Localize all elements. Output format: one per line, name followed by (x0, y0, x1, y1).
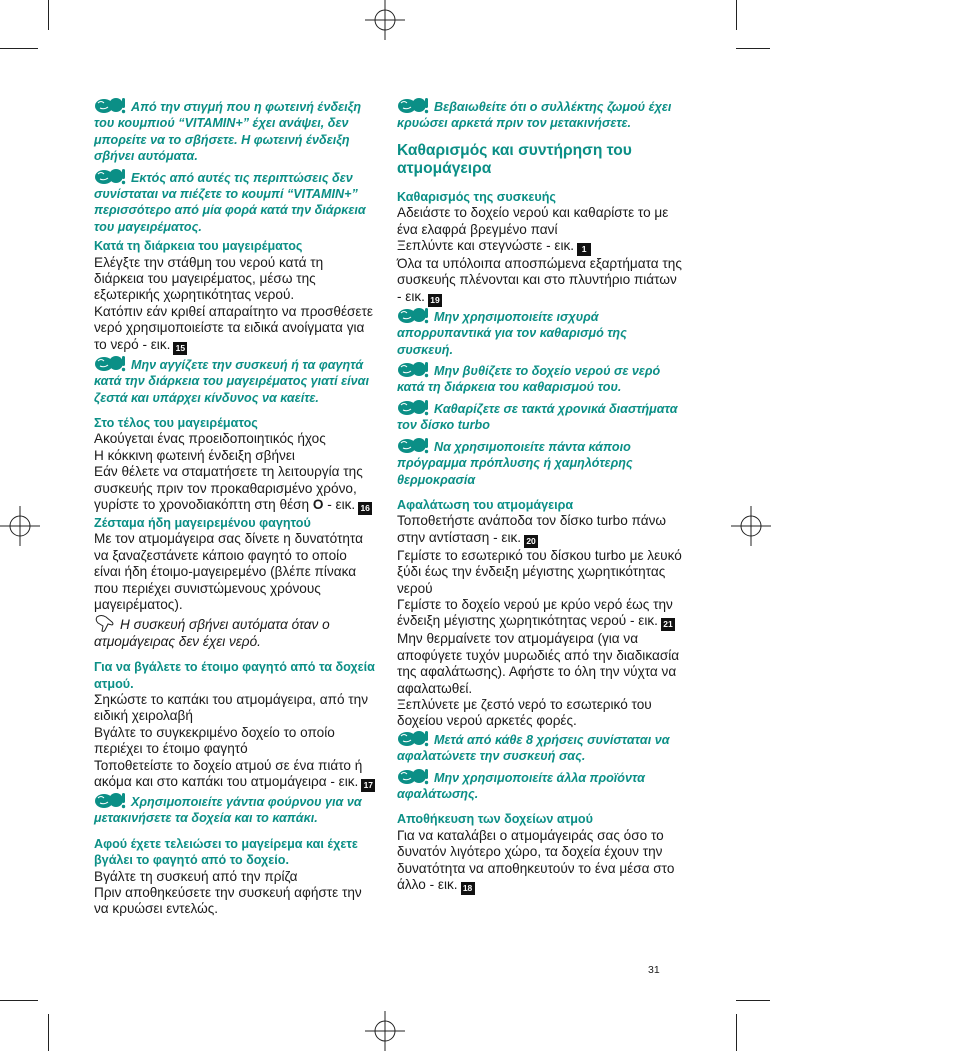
warning-text: Καθαρίζετε σε τακτά χρονικά διαστήματα τον δίσκο turbo (397, 401, 678, 433)
warning-note (397, 437, 682, 488)
body-line (397, 256, 682, 307)
body-line (397, 513, 682, 547)
subheading: Αποθήκευση των δοχείων ατμού (397, 812, 593, 827)
warning-text: Χρησιμοποιείτε γάντια φούρνου για να μετακινήσετε τα δοχεία και το καπάκι. (94, 795, 362, 826)
warning-hands-icon (397, 399, 430, 416)
body-paragraph (94, 869, 376, 918)
warning-note (397, 768, 682, 803)
warning-hands-icon (94, 355, 127, 372)
body-line (397, 238, 682, 256)
figure-reference-badge: 1 (577, 243, 591, 256)
body-paragraph (397, 205, 682, 256)
body-line (94, 448, 376, 464)
registration-mark-icon (365, 1011, 405, 1051)
warning-text: Μετά από κάθε 8 χρήσεις συνίσταται να αφαλατώνετε την συσκευή σας. (397, 732, 670, 764)
warning-note (397, 97, 682, 132)
body-paragraph (397, 256, 682, 307)
body-line (94, 255, 376, 304)
warning-text: Μην αγγίζετε την συσκευή ή τα φαγητά κατά την διάρκεια του μαγειρέματος γιατί είναι ζεστά και υπάρχει κίνδυνος να καείτε. (94, 357, 369, 405)
info-note (94, 613, 376, 650)
body-text: Όλα τα υπόλοιπα αποσπώμενα εξαρτήματα της συσκευής πλένονται και στο πλυντήριο πιάτων - εικ. (397, 256, 682, 304)
warning-text: Από την στιγμή που η φωτεινή ένδειξη του κουμπιού “VITAMIN+” έχει ανάψει, δεν μπορείτε να το σβήσετε. Η φωτεινή ένδειξη σβήνει αυτόματα. (94, 100, 362, 164)
warning-text: Εκτός από αυτές τις περιπτώσεις δεν συνίσταται να πιέζετε το κουμπί “VITAMIN+” περισσότερο από μία φορά κατά την διάρκεια του μαγειρέματος. (94, 170, 366, 234)
note-text: Η συσκευή σβήνει αυτόματα όταν ο ατμομάγειρας δεν έχει νερό. (94, 617, 330, 649)
crop-mark (0, 48, 38, 49)
warning-note (94, 792, 376, 827)
subheading: Αφαλάτωση του ατμομάγειρα (397, 497, 574, 512)
body-line (94, 885, 376, 918)
crop-mark (48, 0, 49, 30)
warning-hands-icon (397, 730, 430, 747)
warning-note (397, 361, 682, 396)
body-line (94, 304, 376, 355)
body-text: Αδειάστε το δοχείο νερού και καθαρίστε το με ένα ελαφρά βρεγμένο πανί (397, 205, 669, 237)
warning-note (397, 307, 682, 358)
figure-reference-badge: 16 (358, 502, 372, 515)
body-paragraph (94, 431, 376, 515)
body-text: Η κόκκινη φωτεινή ένδειξη σβήνει (94, 447, 295, 463)
body-text: Κατόπιν εάν κριθεί απαραίτητο να προσθέσετε νερό χρησιμοποιείστε τα ειδικά ανοίγματα για το νερό - εικ. (94, 303, 373, 352)
registration-mark-icon (0, 506, 40, 546)
registration-mark-icon (731, 506, 771, 546)
figure-reference-badge: 15 (173, 342, 187, 355)
figure-reference-badge: 17 (361, 779, 375, 792)
body-text: Ξεπλύντε και στεγνώστε - εικ. (397, 238, 575, 254)
figure-reference-badge: 21 (661, 618, 675, 631)
warning-text: Μην χρησιμοποιείτε άλλα προϊόντα αφαλάτωσης. (397, 770, 645, 801)
body-line (397, 548, 682, 597)
body-paragraph (94, 255, 376, 355)
warning-hands-icon (94, 97, 127, 114)
body-paragraph (397, 828, 682, 895)
body-paragraph (94, 531, 376, 613)
body-line (397, 205, 682, 238)
body-paragraph (397, 631, 682, 729)
warning-hands-icon (94, 792, 127, 809)
body-line (94, 692, 376, 725)
warning-text: Να χρησιμοποιείτε πάντα κάποιο πρόγραμμα πρόπλυσης ή χαμηλότερης θερμοκρασία (397, 439, 633, 487)
body-text: Πριν αποθηκεύσετε την συσκευή αφήστε την να κρυώσει εντελώς. (94, 885, 362, 917)
body-paragraph (94, 692, 376, 792)
body-text: Με τον ατμομάγειρα σας δίνετε η δυνατότητα να ξαναζεστάνετε κάποιο φαγητό το οποίο είναι ήδη έτοιμο-μαγειρεμένο (βλέπε πίνακα που περιέχει συνιστώμενους χρόνους μαγειρέματος). (94, 531, 363, 612)
warning-hands-icon (397, 768, 430, 785)
body-line (397, 597, 682, 631)
body-line (94, 758, 376, 792)
body-text: Βγάλτε το συγκεκριμένο δοχείο το οποίο περιέχει το έτοιμο φαγητό (94, 724, 335, 757)
body-text: Για να καταλάβει ο ατμομάγειράς σας όσο το δυνατόν λιγότερο χώρο, τα δοχεία έχουν την δυνατότητα να αποθηκευτούν το ένα μέσα στο άλλο - εικ. (397, 827, 675, 893)
body-text: Γεμίστε το εσωτερικό του δίσκου turbo με λευκό ξύδι έως την ένδειξη μέγιστης χωρητικότητας νερού (397, 547, 682, 596)
body-paragraph (397, 548, 682, 632)
crop-mark (0, 1000, 38, 1001)
body-text: Σηκώστε το καπάκι του ατμομάγειρα, από την ειδική χειρολαβή (94, 692, 369, 724)
body-line (94, 431, 376, 447)
left-column (94, 97, 376, 918)
crop-mark (48, 1014, 49, 1051)
body-line (94, 869, 376, 885)
subheading: Ζέσταμα ήδη μαγειρεμένου φαγητού (94, 515, 311, 530)
warning-hands-icon (94, 168, 127, 185)
crop-mark (736, 48, 770, 49)
crop-mark (736, 1014, 737, 1051)
hand-note-icon (94, 613, 116, 633)
body-line (94, 531, 376, 613)
subheading: Για να βγάλετε το έτοιμο φαγητό από τα δοχεία ατμού. (94, 660, 375, 691)
subheading: Κατά τη διάρκεια του μαγειρέματος (94, 239, 303, 254)
figure-reference-badge: 20 (524, 535, 538, 548)
body-text: Γεμίστε το δοχείο νερού με κρύο νερό έως την ένδειξη μέγιστης χωρητικότητας νερού - εικ. (397, 596, 673, 629)
body-line (94, 464, 376, 515)
body-text: Μην θερμαίνετε τον ατμομάγειρα (για να αποφύγετε τυχόν μυρωδιές από την διαδικασία της αφαλάτωσης). Αφήστε το όλη την νύχτα να αφαλατωθεί. (397, 631, 680, 696)
registration-mark-icon (365, 0, 405, 40)
warning-hands-icon (397, 437, 430, 454)
body-text: - εικ. (323, 496, 356, 512)
body-text: Ελέγξτε την στάθμη του νερού κατά τη διάρκεια του μαγειρέματος, μέσω της εξωτερικής χωρητικότητας νερού. (94, 254, 324, 303)
warning-hands-icon (397, 307, 430, 324)
body-line (94, 725, 376, 758)
warning-text: Μην βυθίζετε το δοχείο νερού σε νερό κατά τη διάρκεια του καθαρισμού του. (397, 364, 661, 395)
crop-mark (736, 0, 737, 30)
warning-note (397, 730, 682, 765)
warning-hands-icon (397, 361, 430, 378)
warning-note (94, 97, 376, 165)
body-text: Ακούγεται ένας προειδοποιητικός ήχος (94, 431, 326, 447)
body-text: Τοποθετείστε το δοχείο ατμού σε ένα πιάτο ή ακόμα και στο καπάκι του ατμομάγειρα - εικ. (94, 757, 363, 790)
warning-note (94, 168, 376, 236)
timer-position-label: O (312, 496, 324, 512)
warning-hands-icon (397, 97, 430, 114)
page-number: 31 (648, 964, 660, 976)
subheading: Αφού έχετε τελειώσει το μαγείρεμα και έχετε βγάλει το φαγητό από το δοχείο. (94, 836, 358, 868)
figure-reference-badge: 19 (428, 294, 442, 307)
body-line (397, 631, 682, 697)
warning-note (94, 355, 376, 406)
warning-note (397, 399, 682, 434)
subheading: Στο τέλος του μαγειρέματος (94, 415, 258, 430)
body-line (397, 828, 682, 895)
crop-mark (736, 1000, 770, 1001)
warning-text: Μην χρησιμοποιείτε ισχυρά απορρυπαντικά για τον καθαρισμό της συσκευή. (397, 309, 627, 357)
body-text: Βγάλτε τη συσκευή από την πρίζα (94, 868, 298, 884)
body-text: Τοποθετήστε ανάποδα τον δίσκο turbo πάνω στην αντίσταση - εικ. (397, 513, 667, 545)
body-line (397, 697, 682, 730)
section-title: Καθαρισμός και συντήρηση του ατμομάγειρα (397, 141, 632, 177)
body-paragraph (397, 513, 682, 547)
figure-reference-badge: 18 (461, 882, 475, 895)
body-text: Εάν θέλετε να σταματήσετε τη λειτουργία της συσκευής πριν τον προκαθαρισμένο χρόνο, γυρίστε το χρονοδιακόπτη στη θέση (94, 464, 363, 512)
right-column (397, 97, 682, 895)
body-text: Ξεπλύνετε με ζεστό νερό το εσωτερικό του δοχείου νερού αρκετές φορές. (397, 696, 652, 729)
subheading: Καθαρισμός της συσκευής (397, 189, 556, 204)
warning-text: Βεβαιωθείτε ότι ο συλλέκτης ζωμού έχει κρυώσει αρκετά πριν τον μετακινήσετε. (397, 100, 672, 131)
